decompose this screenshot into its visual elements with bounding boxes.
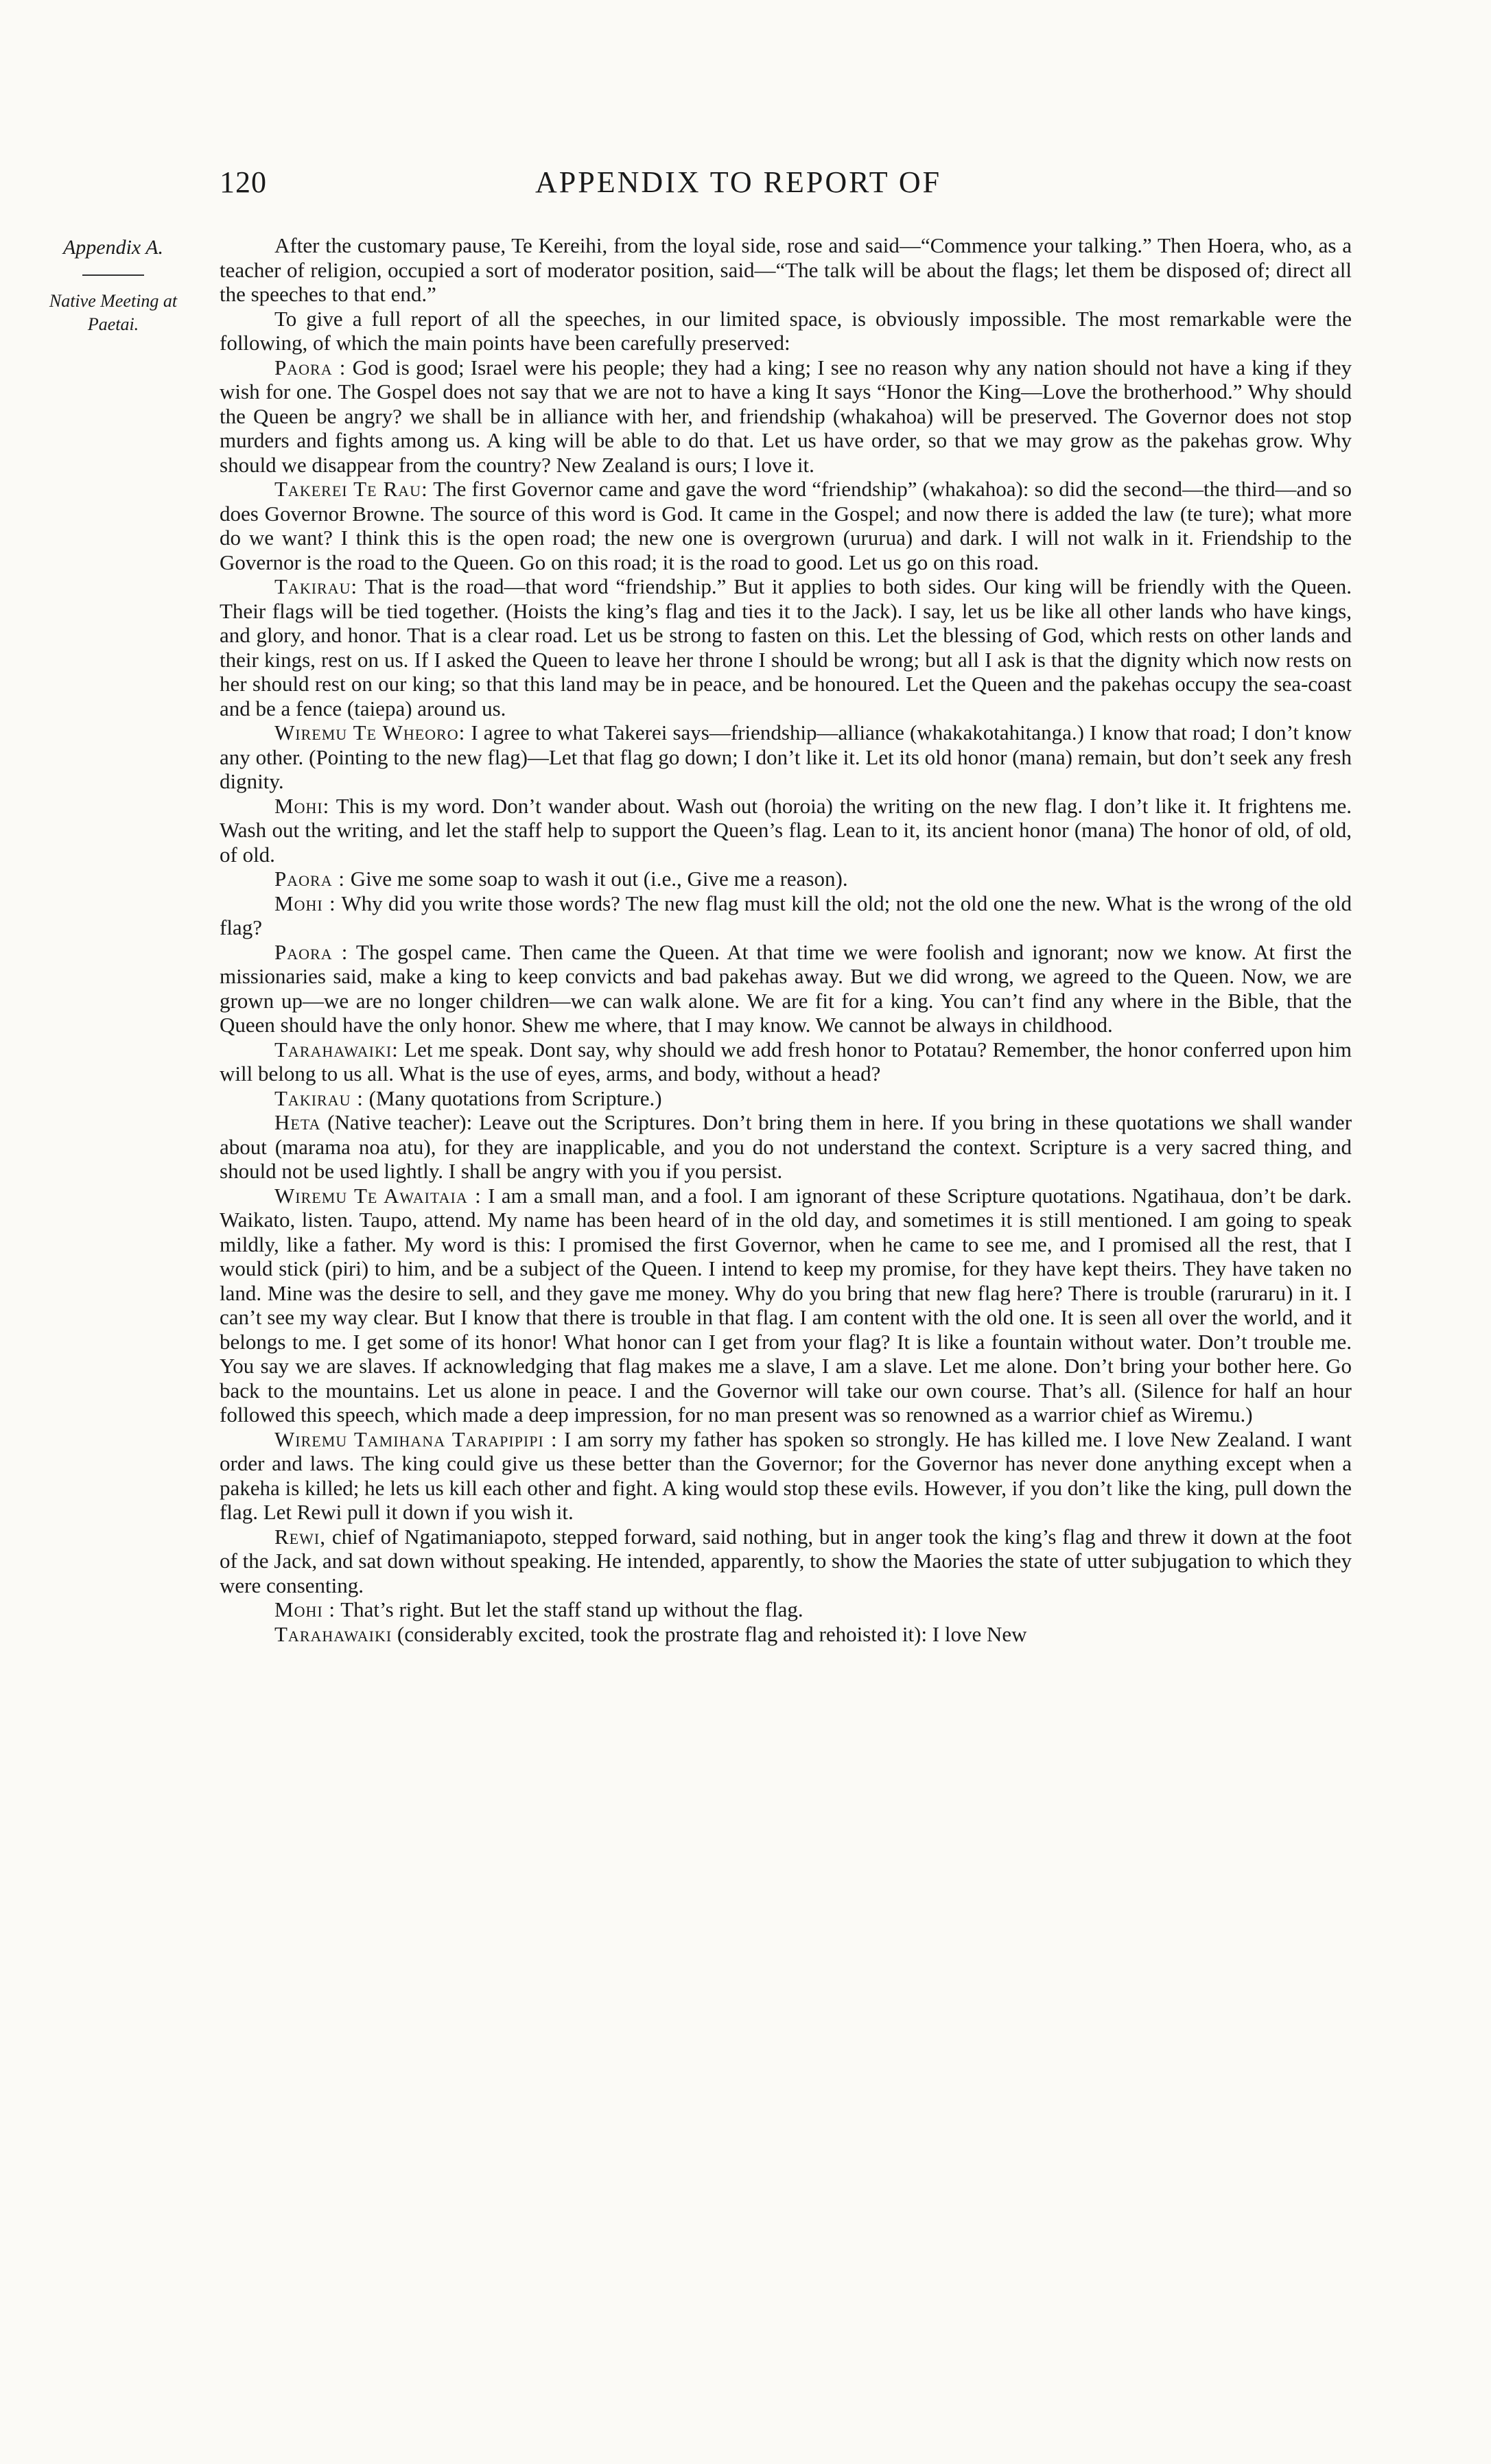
paragraph-text: The first Governor came and gave the word “friendship” (whakahoa): so did the second—the third—and so does Governor Browne. The source of this word is God. It came in the Gospel; and now there is added the law (te ture); what more do we want? I think this is the open road; the new one is overgrown (ururua) and dark. I will not walk in it. Friendship to the Governor is the road to the Queen. Go on this road; it is the road to good. Let us go on this road.	[220, 477, 1352, 574]
paragraph-text: God is good; Israel were his people; they had a king; I see no reason why any nation should not have a king if they wish for one. The Gospel does not say that we are not to have a king It says “Honor the King—Love the brotherhood.” Why should the Queen be angry? we shall be in alliance with her, and friendship (whakahoa) will be preserved. The Governor does not stop murders and fights among us. A king will be able to do that. Let us have order, so that we may grow as the pakehas grow. Why should we disappear from the country? New Zealand is ours; I love it.	[220, 355, 1352, 477]
running-head: APPENDIX TO REPORT OF	[535, 165, 942, 199]
speaker-name: Takerei Te Rau:	[274, 477, 428, 501]
paragraph-text: (Many quotations from Scripture.)	[368, 1086, 662, 1110]
paragraph	[220, 940, 1352, 1037]
speaker-name: Takirau :	[274, 1086, 364, 1110]
paragraph-text: Let me speak. Dont say, why should we add fresh honor to Potatau? Remember, the honor conferred upon him will belong to us all. What is the use of eyes, arms, and body, without a head?	[220, 1037, 1352, 1086]
speaker-name: Rewi,	[274, 1524, 326, 1549]
speaker-name: Wiremu Te Awaitaia :	[274, 1183, 482, 1208]
speaker-name: Mohi:	[274, 793, 330, 818]
paragraph	[220, 1110, 1352, 1184]
paragraph	[220, 477, 1352, 574]
paragraph	[220, 233, 1352, 307]
paragraph	[220, 1622, 1352, 1647]
page-header	[220, 165, 1352, 206]
paragraph-text: That is the road—that word “friendship.” But it applies to both sides. Our king will be friendly with the Queen. Their flags will be tied together. (Hoists the king’s flag and ties it to the Jack). I say, let us be like all other lands who have kings, and glory, and honor. That is a clear road. Let us be strong to fasten on this. Let the blessing of God, which rests on other lands and their kings, rest on us. If I asked the Queen to leave her throne I should be wrong; but all I ask is that the dignity which now rests on her should rest on our king; so that this land may be in peace, and be honoured. Let the Queen and the pakehas occupy the sea-coast and be a fence (taiepa) around us.	[220, 574, 1352, 720]
paragraph	[220, 1597, 1352, 1622]
paragraph	[220, 1184, 1352, 1427]
body-text	[220, 233, 1352, 1646]
paragraph	[220, 867, 1352, 891]
speaker-name: Wiremu Tamihana Tarapipipi :	[274, 1427, 558, 1451]
paragraph-text: That’s right. But let the staff stand up without the flag.	[340, 1597, 803, 1621]
speaker-name: Paora :	[274, 939, 349, 964]
paragraph-text: This is my word. Don’t wander about. Wash out (horoia) the writing on the new flag. I don’t like it. It frightens me. Wash out the writing, and let the staff help to support the Queen’s flag. Lean to it, its ancient honor (mana) The honor of old, of old, of old.	[220, 793, 1352, 867]
paragraph-text: (Native teacher): Leave out the Scriptures. Don’t bring them in here. If you bring in these quotations we shall wander about (marama noa atu), for they are inapplicable, and you do not understand the context. Scripture is a very sacred thing, and should not be used lightly. I shall be angry with you if you persist.	[220, 1110, 1352, 1183]
speaker-name: Paora :	[274, 867, 345, 891]
paragraph	[220, 720, 1352, 794]
paragraph-text: I am a small man, and a fool. I am ignorant of these Scripture quotations. Ngatihaua, don’t be dark. Waikato, listen. Taupo, attend. My name has been heard of in the old day, and sometimes it is still mentioned. I am going to speak mildly, like a father. My word is this: I promised the first Governor, when he came to see me, and I promised all the rest, that I would stick (piri) to him, and be a subject of the Queen. I intend to keep my promise, for they have kept theirs. They have taken no land. Mine was the desire to sell, and they gave me money. Why do you bring that new flag here? There is trouble (raruraru) in it. I can’t see my way clear. But I know that there is trouble in that flag. I am content with the old one. It is seen all over the world, and it belongs to me. I get some of its honor! What honor can I get from your flag? It is like a fountain without water. Don’t trouble me. You say we are slaves. If acknowledging that flag makes me a slave, I am a slave. Let me alone. Don’t bring your bother here. Go back to the mountains. Let us alone in peace. I and the Governor will take our own course. That’s all. (Silence for half an hour followed this speech, which made a deep impression, for no man present was so renowned as a warrior chief as Wiremu.)	[220, 1183, 1352, 1427]
paragraph-text: To give a full report of all the speeches, in our limited space, is obviously impossible. The most remarkable were the following, of which the main points have been carefully preserved:	[220, 306, 1352, 355]
paragraph	[220, 1086, 1352, 1111]
margin-subject-line-2: Paetai.	[87, 314, 139, 334]
speaker-name: Tarahawaiki	[274, 1621, 392, 1646]
paragraph	[220, 307, 1352, 355]
margin-rule	[82, 274, 144, 276]
speaker-name: Tarahawaiki:	[274, 1037, 399, 1061]
paragraph-text: I agree to what Takerei says—friendship—alliance (whakakotahitanga.) I know that road; I don’t know any other. (Pointing to the new flag)—Let that flag go down; I don’t like it. Let its old honor (mana) remain, but don’t seek any fresh dignity.	[220, 720, 1352, 793]
page-number: 120	[220, 165, 267, 199]
paragraph-text: (considerably excited, took the prostrate flag and rehoisted it): I love New	[397, 1621, 1027, 1646]
paragraph	[220, 1525, 1352, 1598]
paragraph	[220, 1037, 1352, 1086]
margin-appendix-label: Appendix A.	[62, 236, 164, 259]
speaker-name: Takirau:	[274, 574, 358, 598]
paragraph-text: After the customary pause, Te Kereihi, from the loyal side, rose and said—“Commence your talking.” Then Hoera, who, as a teacher of religion, occupied a sort of moderator position, said—“The talk will be about the flags; let them be disposed of; direct all the speeches to that end.”	[220, 233, 1352, 306]
paragraph-text: Why did you write those words? The new flag must kill the old; not the old one the new. What is the wrong of the old flag?	[220, 891, 1352, 939]
speaker-name: Heta	[274, 1110, 321, 1134]
paragraph	[220, 1427, 1352, 1525]
paragraph	[220, 355, 1352, 478]
speaker-name: Wiremu Te Wheoro:	[274, 720, 466, 744]
margin-subject-line-1: Native Meeting at	[49, 291, 178, 311]
paragraph	[220, 891, 1352, 940]
paragraph	[220, 574, 1352, 720]
speaker-name: Mohi :	[274, 891, 336, 915]
margin-note	[27, 233, 199, 336]
speaker-name: Mohi :	[274, 1597, 336, 1621]
paragraph-text: chief of Ngatimaniapoto, stepped forward, said nothing, but in anger took the king’s flag and threw it down at the foot of the Jack, and sat down without speaking. He intended, apparently, to show the Maories the state of utter subjugation to which they were consenting.	[220, 1524, 1352, 1597]
paragraph-text: Give me some soap to wash it out (i.e., Give me a reason).	[350, 867, 848, 891]
paragraph-text: I am sorry my father has spoken so strongly. He has killed me. I love New Zealand. I want order and laws. The king could give us these better than the Governor; for the Governor has never done anything except when a pakeha is killed; he lets us kill each other and fight. A king would stop these evils. However, if you don’t like the king, pull down the flag. Let Rewi pull it down if you wish it.	[220, 1427, 1352, 1524]
paragraph	[220, 794, 1352, 867]
speaker-name: Paora :	[274, 355, 347, 379]
paragraph-text: The gospel came. Then came the Queen. At that time we were foolish and ignorant; now we know. At first the missionaries said, make a king to keep convicts and bad pakehas away. But we did wrong, we agreed to the Queen. Now, we are grown up—we are no longer children—we can walk alone. We are fit for a king. You can’t find any where in the Bible, that the Queen should have the only honor. Shew me where, that I may know. We cannot be always in childhood.	[220, 939, 1352, 1037]
